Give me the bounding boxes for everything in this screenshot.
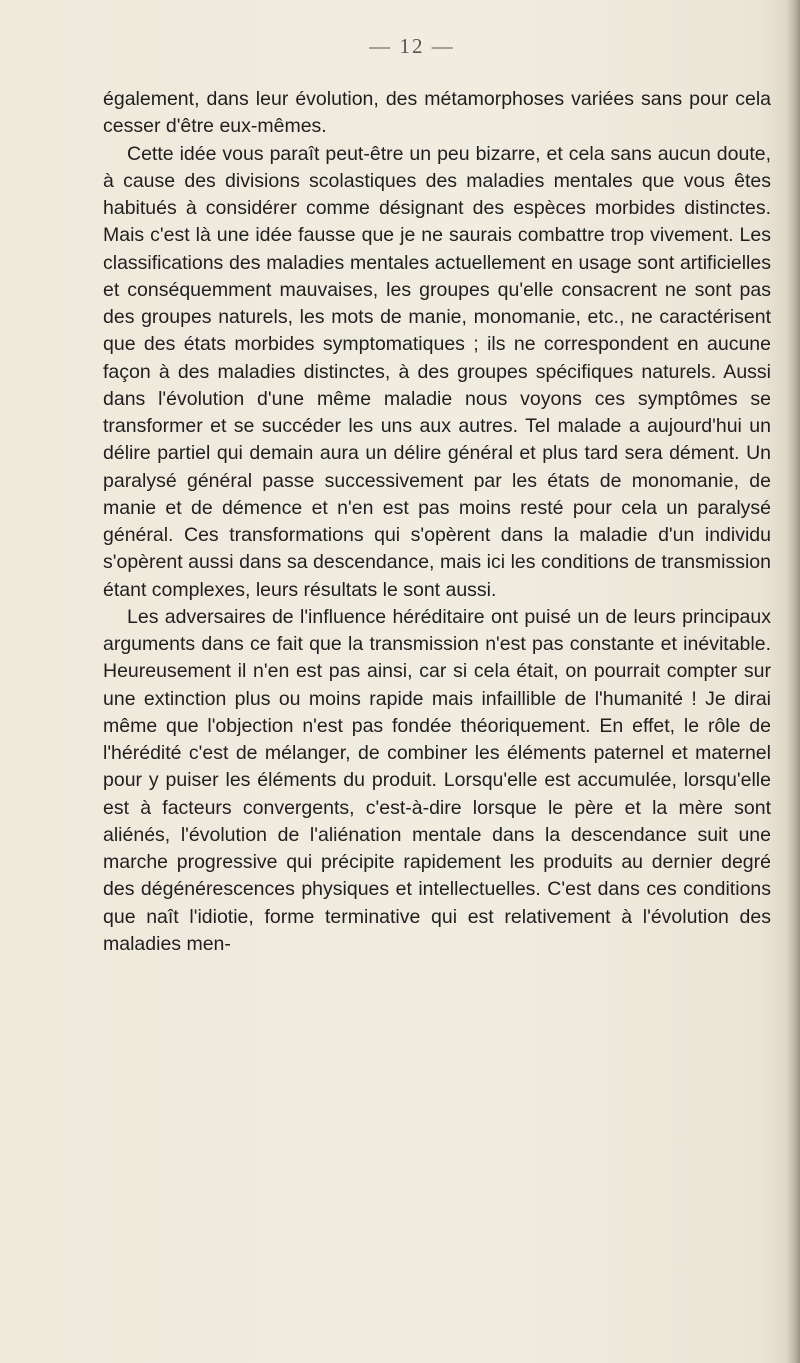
paragraph-3: Les adversaires de l'influence héréditaire ont puisé un de leurs principaux arguments dans ce fait que la transmission n'est pas constante et inévitable. Heureusement il n'en est pas ainsi, car si cela était, on pourrait compter sur une extinction plus ou moins rapide mais infaillible de l'humanité ! Je dirai même que l'objection n'est pas fondée théoriquement. En effet, le rôle de l'hérédité c'est de mélanger, de combiner les éléments paternel et maternel pour y puiser les éléments du produit. Lorsqu'elle est accumulée, lorsqu'elle est à facteurs convergents, c'est-à-dire lorsque le père et la mère sont aliénés, l'évolution de l'aliénation mentale dans la descendance suit une marche progressive qui précipite rapidement les produits au dernier degré des dégénérescences physiques et intellectuelles. C'est dans ces conditions que naît l'idiotie, forme terminative qui est relativement à l'évolution des maladies men- — [103, 605, 771, 955]
page-edge-shadow — [786, 0, 800, 1363]
paragraph-1: également, dans leur évolution, des métamorphoses variées sans pour cela cesser d'être eux-mêmes. — [103, 88, 771, 138]
page-number: — 12 — — [369, 34, 455, 58]
paragraph-2: Cette idée vous paraît peut-être un peu bizarre, et cela sans aucun doute, à cause des divisions scolastiques des maladies mentales que vous êtes habitués à considérer comme désignant des espèces morbides distinctes. Mais c'est là une idée fausse que je ne saurais combattre trop vivement. Les classifications des maladies mentales actuellement en usage sont artificielles et conséquemment mauvaises, les groupes qu'elle consacrent ne sont pas des groupes naturels, les mots de manie, monomanie, etc., ne caractérisent que des états morbides symptomatiques ; ils ne correspondent en aucune façon à des maladies distinctes, à des groupes spécifiques naturels. Aussi dans l'évolution d'une même maladie nous voyons ces symptômes se transformer et se succéder les uns aux autres. Tel malade a aujourd'hui un délire partiel qui demain aura un délire général et plus tard sera dément. Un paralysé général passe successivement par les états de monomanie, de manie et de démence et n'en est pas moins resté pour cela un paralysé général. Ces transformations qui s'opèrent dans la maladie d'un individu s'opèrent aussi dans sa descendance, mais ici les conditions de transmission étant complexes, leurs résultats le sont aussi. — [103, 142, 771, 601]
page-body-text — [103, 86, 771, 958]
